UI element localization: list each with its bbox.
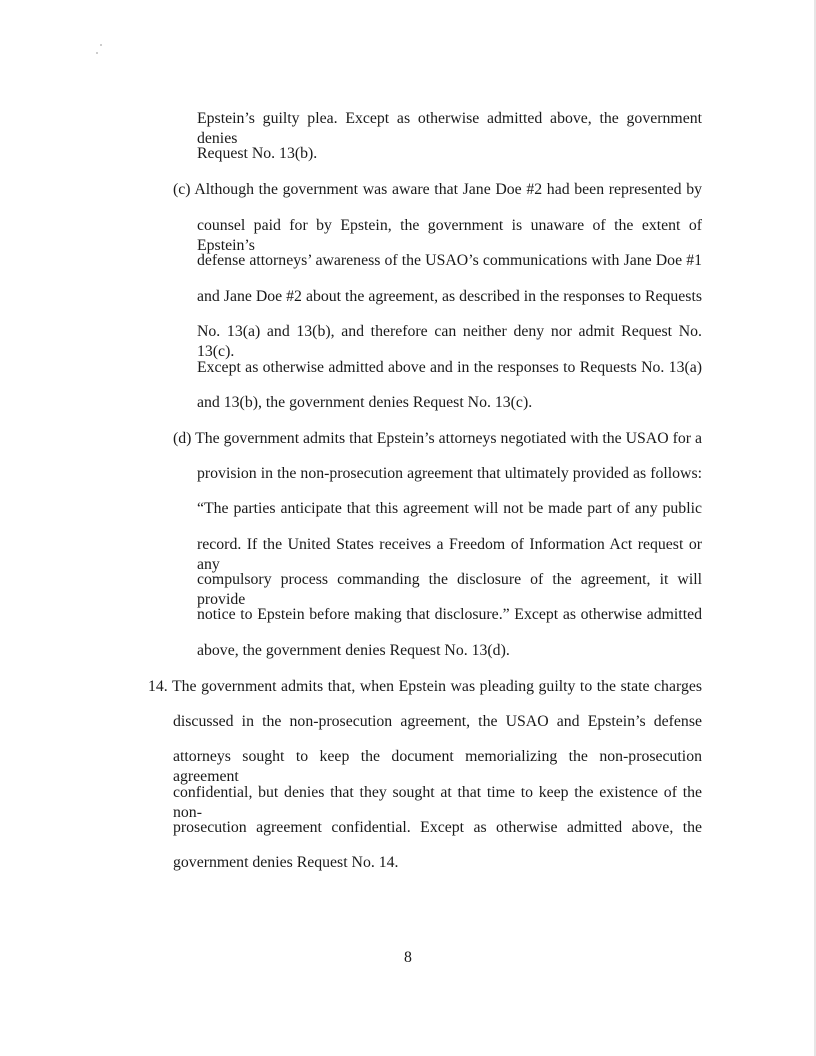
text-line: No. 13(a) and 13(b), and therefore can neither deny nor admit Request No. 13(c).	[197, 323, 702, 360]
text-line: provision in the non-prosecution agreement that ultimately provided as follows:	[197, 465, 702, 482]
text-line: confidential, but denies that they sought at that time to keep the existence of the non-	[173, 784, 702, 821]
text-line: Epstein’s guilty plea. Except as otherwise admitted above, the government denies	[197, 110, 702, 147]
text-line: (d) The government admits that Epstein’s attorneys negotiated with the USAO for a	[173, 430, 702, 447]
page-number: 8	[404, 949, 412, 966]
text-line: discussed in the non-prosecution agreement, the USAO and Epstein’s defense	[173, 713, 702, 730]
text-line: compulsory process commanding the disclosure of the agreement, it will provide	[197, 571, 702, 608]
text-line: 14. The government admits that, when Epstein was pleading guilty to the state charges	[148, 678, 702, 695]
text-line: government denies Request No. 14.	[173, 854, 399, 871]
text-line: Request No. 13(b).	[197, 145, 318, 162]
text-line: and 13(b), the government denies Request No. 13(c).	[197, 394, 533, 411]
scan-speck	[100, 44, 102, 46]
text-line: “The parties anticipate that this agreement will not be made part of any public	[197, 500, 702, 517]
text-line: counsel paid for by Epstein, the government is unaware of the extent of Epstein’s	[197, 217, 702, 254]
text-line: and Jane Doe #2 about the agreement, as described in the responses to Requests	[197, 288, 702, 305]
text-line: prosecution agreement confidential. Except as otherwise admitted above, the	[173, 819, 702, 836]
text-line: (c) Although the government was aware that Jane Doe #2 had been represented by	[173, 181, 702, 198]
scan-speck	[96, 52, 98, 54]
text-line: defense attorneys’ awareness of the USAO’s communications with Jane Doe #1	[197, 252, 702, 269]
text-line: attorneys sought to keep the document memorializing the non-prosecution agreement	[173, 748, 702, 785]
text-line: record. If the United States receives a Freedom of Information Act request or any	[197, 536, 702, 573]
text-line: notice to Epstein before making that disclosure.” Except as otherwise admitted	[197, 606, 702, 623]
text-line: above, the government denies Request No. 13(d).	[197, 642, 510, 659]
text-line: Except as otherwise admitted above and in the responses to Requests No. 13(a)	[197, 359, 702, 376]
